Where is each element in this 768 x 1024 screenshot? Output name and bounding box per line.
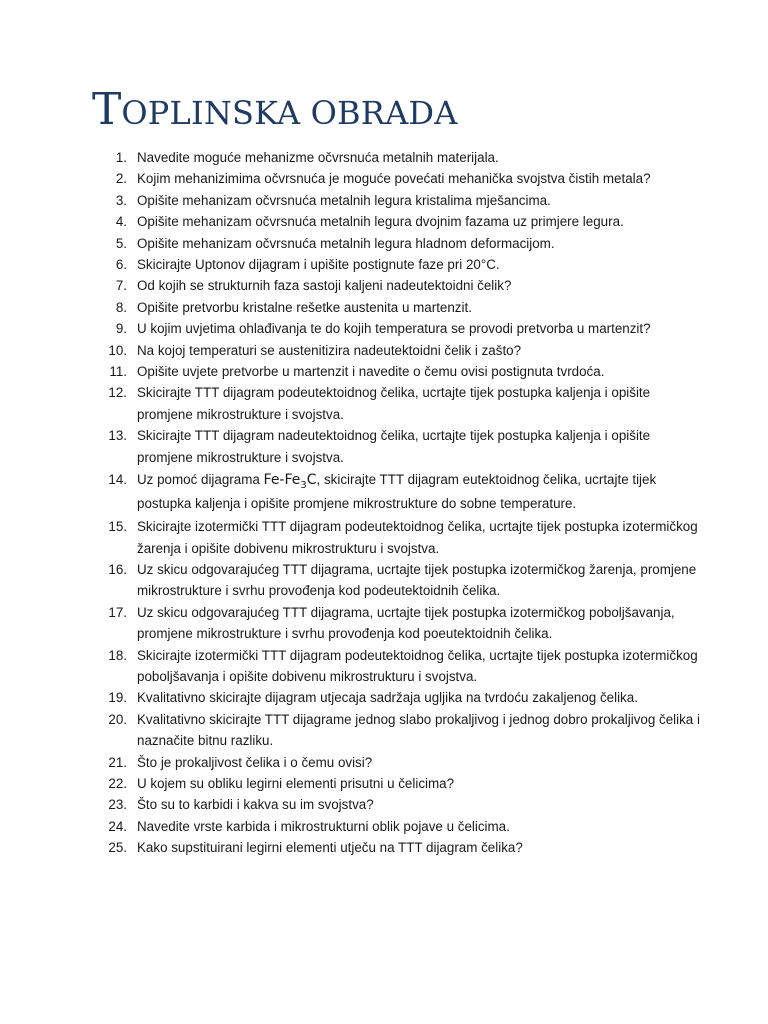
list-item-number: 8. xyxy=(115,299,127,315)
list-item-text: Skicirajte TTT dijagram nadeutektoidnog čelika, ucrtajte tijek postupka kaljenja i opišite promjene mikrostrukture i svojstva. xyxy=(137,428,651,465)
list-item-number: 19. xyxy=(108,690,127,706)
question-list xyxy=(0,147,768,859)
list-item-text: Skicirajte TTT dijagram podeutektoidnog čelika, ucrtajte tijek postupka kaljenja i opišite promjene mikrostrukture i svojstva. xyxy=(137,385,651,422)
list-item-number: 9. xyxy=(115,321,127,337)
list-item-text: Skicirajte izotermički TTT dijagram podeutektoidnog čelika, ucrtajte tijek postupka izotermičkog žarenja i opišite dobivenu mikrostrukturu i svojstva. xyxy=(137,519,698,556)
list-item-number: 13. xyxy=(108,428,127,444)
list-item-text-before: Uz pomoć dijagrama xyxy=(137,472,264,488)
list-item xyxy=(0,752,768,773)
list-item-text: Kvalitativno skicirajte dijagram utjecaja sadržaja ugljika na tvrdoću zakaljenog čelika. xyxy=(137,690,638,706)
list-item xyxy=(0,361,768,382)
list-item-number: 23. xyxy=(108,797,127,813)
list-item-text-after: , skicirajte TTT dijagram eutektoidnog čelika, ucrtajte tijek postupka kaljenja i opišite promjene mikrostrukture do sobne temperature. xyxy=(137,472,657,512)
list-item xyxy=(0,382,768,425)
list-item xyxy=(0,468,768,516)
list-item xyxy=(0,168,768,189)
list-item-number: 21. xyxy=(108,754,127,770)
list-item-number: 25. xyxy=(108,840,127,856)
formula-end: C xyxy=(306,472,317,489)
list-item-number: 22. xyxy=(108,775,127,791)
list-item-text: Skicirajte izotermički TTT dijagram podeutektoidnog čelika, ucrtajte tijek postupka izotermičkog poboljšavanja i opišite dobivenu mikrostrukturu i svojstva. xyxy=(137,647,698,684)
list-item-text: Opišite mehanizam očvrsnuća metalnih legura hladnom deformacijom. xyxy=(137,235,555,251)
list-item-text: Opišite pretvorbu kristalne rešetke austenita u martenzit. xyxy=(137,299,472,315)
list-item xyxy=(0,645,768,688)
list-item-number: 24. xyxy=(108,818,127,834)
formula-main: Fe-Fe xyxy=(263,472,301,489)
list-item-number: 2. xyxy=(115,171,127,187)
list-item xyxy=(0,297,768,318)
list-item-text: Opišite uvjete pretvorbe u martenzit i navedite o čemu ovisi postignuta tvrdoća. xyxy=(137,364,605,380)
list-item-number: 16. xyxy=(108,561,127,577)
list-item-number: 7. xyxy=(115,278,127,294)
list-item xyxy=(0,837,768,858)
list-item-text: Kojim mehanizimima očvrsnuća je moguće povećati mehanička svojstva čistih metala? xyxy=(137,171,651,187)
list-item-text xyxy=(137,468,708,516)
list-item-text: Od kojih se strukturnih faza sastoji kaljeni nadeutektoidni čelik? xyxy=(137,278,512,294)
list-item-number: 3. xyxy=(115,192,127,208)
list-item-text: Opišite mehanizam očvrsnuća metalnih legura kristalima mješancima. xyxy=(137,192,551,208)
iron-carbide-formula xyxy=(263,472,317,491)
title-rest: OPLINSKA OBRADA xyxy=(121,94,458,132)
list-item xyxy=(0,816,768,837)
list-item xyxy=(0,190,768,211)
list-item xyxy=(0,516,768,559)
list-item-text: Navedite vrste karbida i mikrostrukturni oblik pojave u čelicima. xyxy=(137,818,510,834)
list-item xyxy=(0,559,768,602)
list-item-number: 20. xyxy=(108,711,127,727)
list-item xyxy=(0,275,768,296)
list-item-text: U kojem su obliku legirni elementi prisutni u čelicima? xyxy=(137,775,455,791)
list-item-text: Na kojoj temperaturi se austenitizira nadeutektoidni čelik i zašto? xyxy=(137,342,522,358)
list-item-number: 4. xyxy=(115,214,127,230)
list-item xyxy=(0,794,768,815)
list-item-number: 17. xyxy=(108,604,127,620)
list-item-text: Skicirajte Uptonov dijagram i upišite postignute faze pri 20°C. xyxy=(137,257,500,273)
list-item xyxy=(0,340,768,361)
list-item-number: 1. xyxy=(115,150,127,165)
list-item-number: 5. xyxy=(115,235,127,251)
title-initial: T xyxy=(92,84,122,135)
list-item-number: 6. xyxy=(115,257,127,273)
list-item xyxy=(0,709,768,752)
list-item-number: 15. xyxy=(108,519,127,535)
page-title xyxy=(92,84,458,135)
list-item-number: 18. xyxy=(108,647,127,663)
list-item-text: U kojim uvjetima ohlađivanja te do kojih temperatura se provodi pretvorba u martenzit? xyxy=(137,321,651,337)
list-item xyxy=(0,602,768,645)
list-item-text: Opišite mehanizam očvrsnuća metalnih legura dvojnim fazama uz primjere legura. xyxy=(137,214,624,230)
list-item xyxy=(0,147,768,168)
list-item-text: Uz skicu odgovarajućeg TTT dijagrama, ucrtajte tijek postupka izotermičkog žarenja, promjene mikrostrukture i svrhu provođenja kod podeutektoidnih čelika. xyxy=(137,561,697,599)
list-item xyxy=(0,425,768,468)
formula-subscript: 3 xyxy=(300,479,307,491)
list-item xyxy=(0,687,768,708)
list-item-number: 11. xyxy=(109,364,127,380)
list-item-text: Navedite moguće mehanizme očvrsnuća metalnih materijala. xyxy=(137,150,499,165)
list-item-number: 12. xyxy=(108,385,127,401)
list-item-number: 10. xyxy=(108,342,127,358)
list-item xyxy=(0,211,768,232)
list-item-text: Što je prokaljivost čelika i o čemu ovisi? xyxy=(137,754,373,770)
list-item-text: Što su to karbidi i kakva su im svojstva? xyxy=(137,797,374,813)
list-item-text: Kako supstituirani legirni elementi utječu na TTT dijagram čelika? xyxy=(137,840,523,856)
list-item-text: Kvalitativno skicirajte TTT dijagrame jednog slabo prokaljivog i jednog dobro prokaljivog čelika i naznačite bitnu razliku. xyxy=(137,711,700,749)
list-item-number: 14. xyxy=(108,472,127,488)
list-item xyxy=(0,254,768,275)
list-item xyxy=(0,318,768,339)
list-item xyxy=(0,233,768,254)
list-item-text: Uz skicu odgovarajućeg TTT dijagrama, ucrtajte tijek postupka izotermičkog poboljšavanja, promjene mikrostrukture i svrhu provođenja kod poeutektoidnih čelika. xyxy=(137,604,675,642)
list-item xyxy=(0,773,768,794)
